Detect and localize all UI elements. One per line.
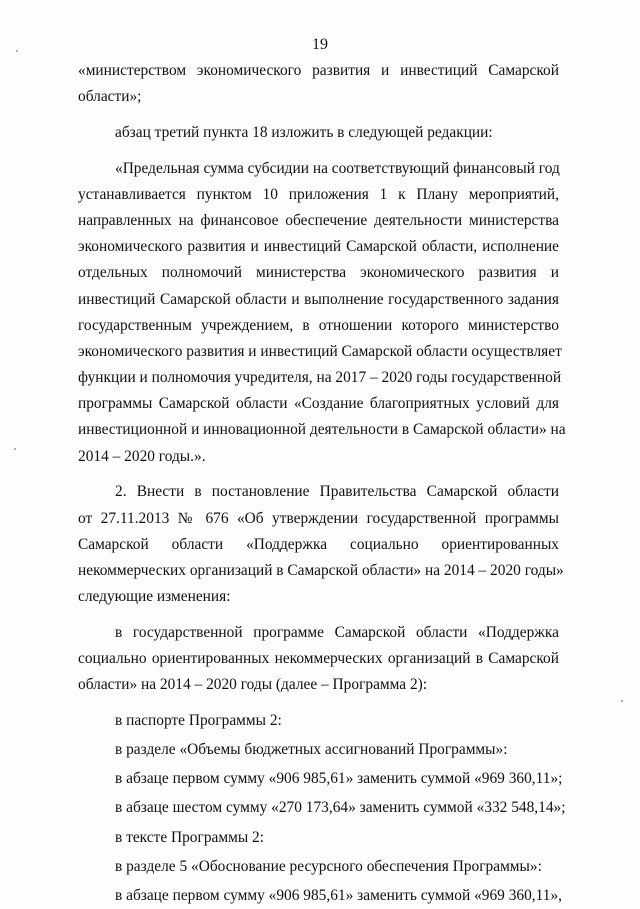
text-line: в разделе «Объемы бюджетных ассигнований Программы»: <box>115 741 508 758</box>
text-line: экономического развития и инвестиций Самарской области, исполнение <box>78 238 559 256</box>
text-line: Самарской области «Поддержка социально ориентированных <box>78 535 559 553</box>
paragraph <box>78 854 559 880</box>
text-line: «Предельная сумма субсидии на соответствующий финансовый год <box>115 159 560 177</box>
text-line: отдельных полномочий министерства экономического развития и <box>78 264 559 282</box>
text-line: инвестиционной и инновационной деятельности в Самарской области» на <box>78 421 566 439</box>
text-line: области»; <box>78 88 142 106</box>
scan-speck <box>16 50 18 52</box>
text-line: 2. Внести в постановление Правительства Самарской области <box>115 483 559 501</box>
text-line: функции и полномочия учредителя, на 2017 – 2020 годы государственной <box>78 369 562 387</box>
text-line: абзац третий пункта 18 изложить в следующей редакции: <box>115 123 493 141</box>
paragraph <box>78 825 559 851</box>
paragraph <box>78 795 566 821</box>
text-line: экономического развития и инвестиций Самарской области осуществляет <box>78 342 562 360</box>
paragraph <box>78 156 566 470</box>
text-line: в тексте Программы 2: <box>115 828 264 846</box>
text-line: государственным учреждением, в отношении которого министерство <box>78 316 559 334</box>
text-line: следующие изменения: <box>78 588 231 606</box>
paragraph <box>78 737 559 763</box>
paragraph <box>78 120 559 146</box>
text-line: программы Самарской области «Создание благоприятных условий для <box>78 395 559 413</box>
paragraph <box>78 58 559 110</box>
text-line: от 27.11.2013 № 676 «Об утверждении государственной программы <box>78 509 559 527</box>
text-line: «министерством экономического развития и инвестиций Самарской <box>78 62 559 79</box>
text-line: направленных на финансовое обеспечение деятельности министерства <box>78 211 559 229</box>
document-body <box>78 58 566 909</box>
paragraph <box>78 479 564 610</box>
paragraph <box>78 620 559 699</box>
scan-speck <box>621 700 623 702</box>
page-number: 19 <box>312 36 328 53</box>
text-line: устанавливается пунктом 10 приложения 1 к Плану мероприятий, <box>78 185 559 203</box>
paragraph <box>78 766 563 792</box>
text-line: в абзаце шестом сумму «270 173,64» заменить суммой «332 548,14»; <box>115 799 566 817</box>
text-line: 2014 – 2020 годы.». <box>78 447 206 465</box>
scan-speck <box>14 448 16 450</box>
text-line: некоммерческих организаций в Самарской области» на 2014 – 2020 годы» <box>78 561 564 579</box>
text-line: инвестиций Самарской области и выполнение государственного задания <box>78 290 559 308</box>
paragraph <box>78 708 559 734</box>
text-line: в паспорте Программы 2: <box>115 711 282 729</box>
paragraph <box>78 883 563 909</box>
text-line: в разделе 5 «Обоснование ресурсного обеспечения Программы»: <box>115 857 542 875</box>
text-line: в государственной программе Самарской области «Поддержка <box>115 623 559 641</box>
text-line: социально ориентированных некоммерческих организаций в Самарской <box>78 649 559 667</box>
text-line: в абзаце первом сумму «906 985,61» заменить суммой «969 360,11»; <box>115 770 563 788</box>
text-line: области» на 2014 – 2020 годы (далее – Программа 2): <box>78 676 428 694</box>
text-line: в абзаце первом сумму «906 985,61» заменить суммой «969 360,11», <box>115 886 563 904</box>
